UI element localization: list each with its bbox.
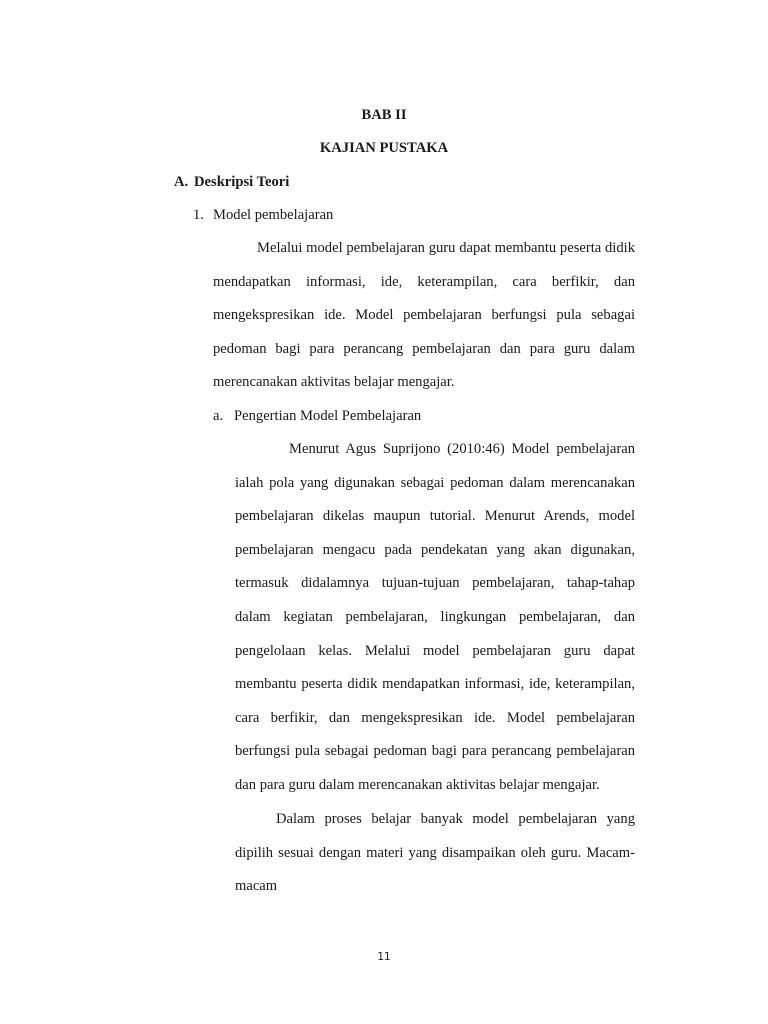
section-heading <box>174 173 289 191</box>
body-paragraph-3: Dalam proses belajar banyak model pembelajaran yang dipilih sesuai dengan materi yang disampaikan oleh guru. Macam-macam <box>235 811 635 895</box>
page-number: 11 <box>377 951 391 963</box>
paragraph-block-1 <box>213 232 635 400</box>
point-title: Pengertian Model Pembelajaran <box>234 408 422 424</box>
chapter-heading: BAB II <box>361 107 407 123</box>
body-paragraph-1: Melalui model pembelajaran guru dapat membantu peserta didik mendapatkan informasi, ide, keterampilan, cara berfikir, dan mengekspresikan ide. Model pembelajaran berfungsi pula sebagai pedoman bagi para perancang pembelajaran dan para guru dalam merencanakan aktivitas belajar mengajar. <box>213 240 635 391</box>
paragraph-block-3 <box>235 803 635 904</box>
paragraph-block-2 <box>235 433 635 803</box>
point-heading <box>213 407 421 425</box>
section-title: Deskripsi Teori <box>194 174 290 190</box>
chapter-title: KAJIAN PUSTAKA <box>319 140 449 156</box>
subsection-heading <box>193 206 333 224</box>
body-paragraph-2: Menurut Agus Suprijono (2010:46) Model pembelajaran ialah pola yang digunakan sebagai pedoman dalam merencanakan pembelajaran dikelas maupun tutorial. Menurut Arends, model pembelajaran mengacu pada pendekatan yang akan digunakan, termasuk didalamnya tujuan-tujuan pembelajaran, tahap-tahap dalam kegiatan pembelajaran, lingkungan pembelajaran, dan pengelolaan kelas. Melalui model pembelajaran guru dapat membantu peserta didik mendapatkan informasi, ide, keterampilan, cara berfikir, dan mengekspresikan ide. Model pembelajaran berfungsi pula sebagai pedoman bagi para perancang pembelajaran dan para guru dalam merencanakan aktivitas belajar mengajar. <box>235 441 635 793</box>
subsection-title: Model pembelajaran <box>213 207 334 223</box>
section-marker: A. <box>174 174 189 190</box>
subsection-marker: 1. <box>193 207 204 223</box>
point-marker: a. <box>213 408 224 424</box>
